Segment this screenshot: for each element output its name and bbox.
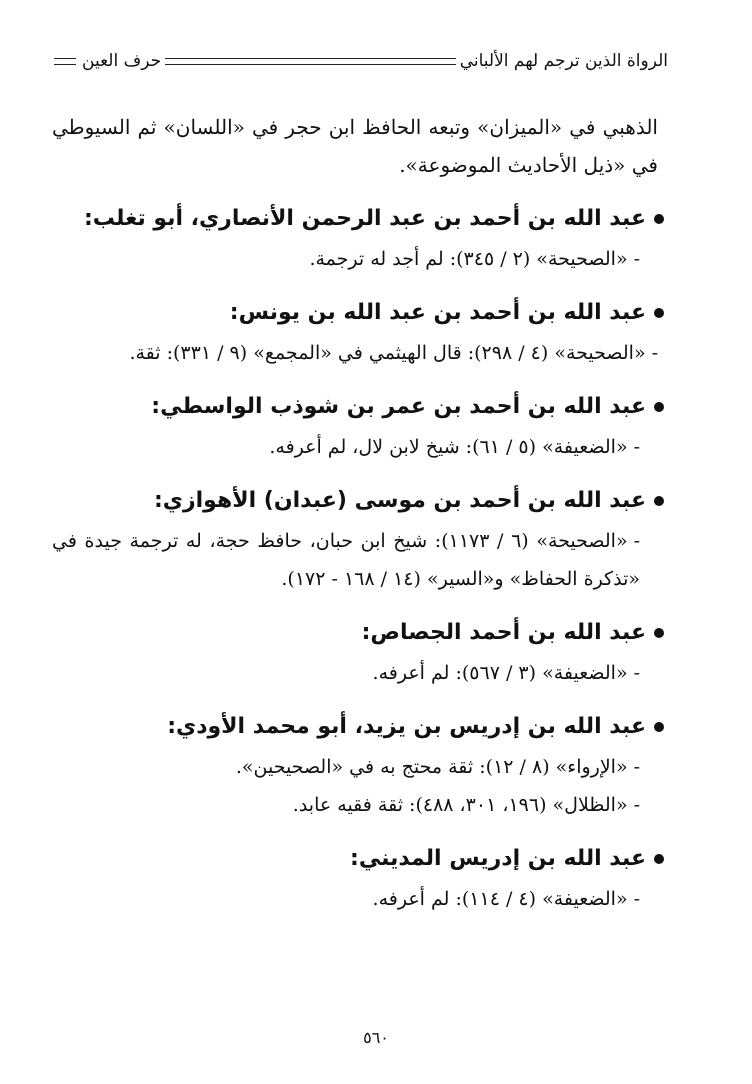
reference-text: «الإرواء» (٨ / ١٢): ثقة محتج به في «الصحيحين». — [235, 756, 628, 778]
entry-heading — [52, 206, 664, 232]
page-number: ٥٦٠ — [363, 1028, 389, 1047]
narrator-entry — [52, 620, 658, 692]
dash: - — [633, 436, 640, 458]
narrator-name: عبد الله بن إدريس بن يزيد، أبو محمد الأودي: — [167, 714, 646, 739]
reference-text: «الصحيحة» (٢ / ٣٤٥): لم أجد له ترجمة. — [309, 248, 628, 270]
bullet-icon — [654, 854, 664, 864]
narrator-name: عبد الله بن أحمد بن عبد الله بن يونس: — [229, 300, 646, 325]
reference-line — [52, 522, 658, 598]
entry-heading — [52, 300, 664, 326]
book-title: الرواة الذين ترجم لهم الألباني — [459, 51, 668, 71]
narrator-name: عبد الله بن أحمد بن موسى (عبدان) الأهوازي: — [153, 488, 646, 513]
reference-text: «الضعيفة» (٣ / ٥٦٧): لم أعرفه. — [372, 662, 628, 684]
narrator-name: عبد الله بن أحمد الجصاص: — [361, 620, 646, 645]
narrator-entry — [52, 488, 658, 598]
bullet-icon — [654, 214, 664, 224]
reference-text: «الضعيفة» (٥ / ٦١): شيخ لابن لال، لم أعرفه. — [269, 436, 628, 458]
header-short-rule — [54, 58, 76, 65]
dash: - — [633, 662, 640, 684]
dash: - — [633, 248, 640, 270]
reference-line — [52, 240, 658, 278]
narrator-entry — [52, 846, 658, 918]
reference-line — [52, 428, 658, 466]
reference-text: «الصحيحة» (٦ / ١١٧٣): شيخ ابن حبان، حافظ حجة، له ترجمة جيدة في «تذكرة الحفاظ» و«السير» (١٤ / ١٦٨ - ١٧٢). — [52, 530, 640, 590]
narrator-name: عبد الله بن أحمد بن عبد الرحمن الأنصاري، أبو تغلب: — [84, 206, 646, 231]
intro-paragraph: الذهبي في «الميزان» وتبعه الحافظ ابن حجر في «اللسان» ثم السيوطي في «ذيل الأحاديث الموضوعة». — [52, 115, 658, 177]
entry-heading — [52, 488, 664, 514]
dash: - — [633, 756, 640, 778]
narrator-entry — [52, 300, 658, 372]
dash: - — [651, 342, 658, 364]
narrator-entry — [52, 714, 658, 824]
reference-line — [52, 748, 658, 786]
narrator-name: عبد الله بن أحمد بن عمر بن شوذب الواسطي: — [151, 394, 646, 419]
reference-text: «الظلال» (١٩٦، ٣٠١، ٤٨٨): ثقة فقيه عابد. — [292, 794, 628, 816]
bullet-icon — [654, 496, 664, 506]
narrator-name: عبد الله بن إدريس المديني: — [350, 846, 646, 871]
bullet-icon — [654, 402, 664, 412]
entry-heading — [52, 394, 664, 420]
reference-text: «الضعيفة» (٤ / ١١٤): لم أعرفه. — [372, 888, 628, 910]
reference-line — [52, 334, 658, 372]
entry-heading — [52, 714, 664, 740]
reference-line — [52, 880, 658, 918]
reference-text: «الصحيحة» (٤ / ٢٩٨): قال الهيثمي في «المجمع» (٩ / ٣٣١): ثقة. — [129, 342, 646, 364]
dash: - — [633, 888, 640, 910]
bullet-icon — [654, 308, 664, 318]
reference-line — [52, 654, 658, 692]
narrator-entry — [52, 394, 658, 466]
header-double-rule — [165, 58, 456, 65]
entry-heading — [52, 846, 664, 872]
chapter-title: حرف العين — [82, 51, 162, 71]
entry-heading — [52, 620, 664, 646]
bullet-icon — [654, 628, 664, 638]
dash: - — [633, 794, 640, 816]
narrator-entry — [52, 206, 658, 278]
reference-line — [52, 786, 658, 824]
dash: - — [633, 530, 640, 552]
page-content — [52, 108, 658, 918]
running-header — [54, 48, 668, 74]
bullet-icon — [654, 722, 664, 732]
